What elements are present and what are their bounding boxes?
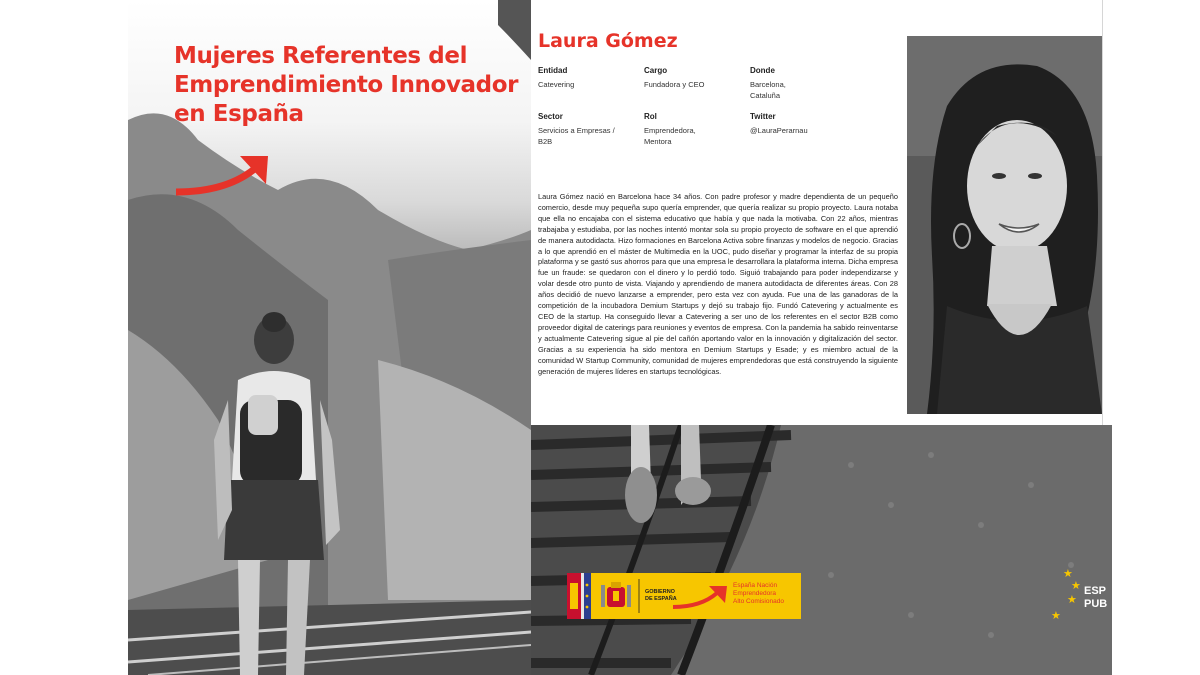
fact-cargo: [644, 66, 754, 90]
cover-page: [128, 0, 531, 675]
fact-value: Catevering: [538, 80, 575, 89]
fact-label: Sector: [538, 112, 563, 121]
fact-label: Rol: [644, 112, 657, 121]
page-edge-divider: [1102, 0, 1103, 425]
cover-title-line-2: Emprendimiento Innovador: [174, 72, 519, 98]
fact-donde: [750, 66, 810, 101]
eu-logo-line-2: PUB: [1084, 598, 1108, 610]
arrow-icon: [671, 583, 731, 611]
svg-text:★: ★: [1063, 567, 1073, 580]
fact-label: Cargo: [644, 66, 668, 75]
fact-label: Donde: [750, 66, 775, 75]
fact-label: Entidad: [538, 66, 568, 75]
fact-value: Fundadora y CEO: [644, 80, 705, 89]
eu-logo-text: [1084, 585, 1107, 611]
nacion-line-1: España Nación: [733, 582, 778, 589]
gobierno-line-2: DE ESPAÑA: [645, 595, 677, 602]
profile-page: [531, 0, 1102, 425]
profile-name: Laura Gómez: [538, 30, 678, 52]
profile-bio: Laura Gómez nació en Barcelona hace 34 años. Con padre profesor y madre dependienta de un pequeño comercio, desde muy pequeña supo quería emprender, que quería realizar su propio proyecto. Laura notaba que ella no encajaba con el sistema educativo que había y que nada la motivaba. Con 22 años, mientras trabajaba y estudiaba, por las noches intentó montar sola su propio proyecto de software en el que aprendió de manera autodidacta. Hizo formaciones en Barcelona Activa sobre finanzas y modelos de negocio. Gracias a lo que aprendió en el máster de Multimedia en la UOC, pudo diseñar y programar la interfaz de su propia plataforma y se gastó sus ahorros para que una empresa le desarrollara la plataforma interna. Dicha empresa fue un fraude: se quedaron con el dinero y lo perdió todo. Siguió trabajando para poder independizarse y volar desde otro punto de vista. Viajando y aprendiendo de manera autodidacta de diferentes áreas. Con 28 años decidió de nuevo lanzarse a emprender, pero esta vez con ayuda. Fue una de las ganadoras de la competición de la incubadora Demium Startups y dejó su trabajo fijo. Fundó Catevering y actualmente es CEO de la startup. Ha conseguido llevar a Catevering a ser uno de los referentes en el sector B2B como proveedor digital de caterings para reuniones y eventos de empresa. Con la pandemia ha sabido reinventarse y actualmente Catevering sigue al pie del cañón aportando valor en la innovación y digitalización del sector. Gracias a su experiencia ha sido mentora en Demium Startups y Esade; y es miembro actual de la comunidad W Startup Community, comunidad de mujeres emprendedoras que está construyendo la siguiente generación de mujeres líderes en startups tecnológicas.: [538, 192, 898, 376]
svg-text:★: ★: [1051, 609, 1061, 622]
fact-twitter: [750, 112, 860, 136]
fact-entidad: [538, 66, 648, 90]
railway-image: [531, 425, 1112, 675]
fact-sector: [538, 112, 630, 147]
nacion-line-2: Emprendedora: [733, 590, 776, 597]
profile-photo: [907, 36, 1102, 414]
government-logo-banner: [567, 573, 801, 619]
svg-text:★: ★: [1071, 579, 1081, 592]
fact-value: Servicios a Empresas / B2B: [538, 126, 615, 146]
bottom-photo: [531, 425, 1112, 675]
cover-title-line-1: Mujeres Referentes del: [174, 43, 468, 69]
svg-text:★: ★: [1067, 593, 1077, 606]
fact-rol: [644, 112, 714, 147]
fact-label: Twitter: [750, 112, 776, 121]
cover-title-line-3: en España: [174, 101, 304, 127]
gobierno-line-1: GOBIERNO: [645, 589, 675, 595]
cover-title: [174, 42, 531, 129]
nacion-line-3: Alto Comisionado: [733, 598, 784, 605]
fact-value: Barcelona, Cataluña: [750, 80, 786, 100]
eu-logo-line-1: ESP: [1084, 585, 1107, 597]
arrow-icon: [174, 152, 274, 198]
fact-value: Emprendedora, Mentora: [644, 126, 696, 146]
fact-value: @LauraPerarnau: [750, 126, 808, 135]
portrait-image: [907, 36, 1102, 414]
espana-nacion-emprendedora-text: [733, 582, 784, 606]
